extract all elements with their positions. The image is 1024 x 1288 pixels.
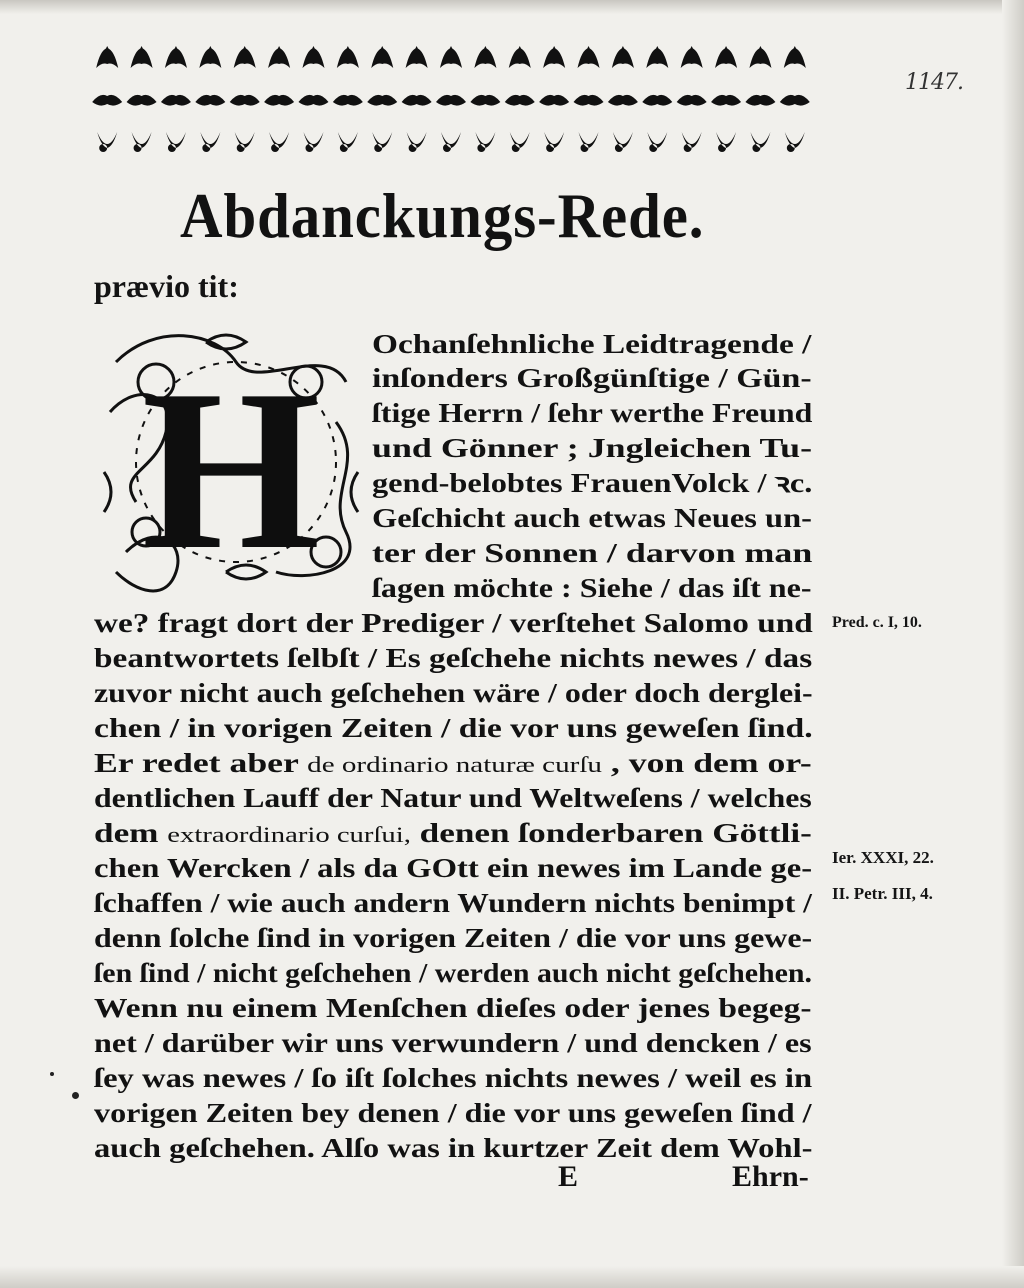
fleuron-top bbox=[268, 46, 290, 68]
fleuron-bottom bbox=[166, 132, 186, 152]
margin-note-jer: Ier. XXXI, 22. bbox=[832, 848, 934, 867]
fleuron-bottom bbox=[303, 132, 323, 152]
text-line: Wenn nu einem Menſchen dieſes oder jenes begeg- bbox=[94, 993, 812, 1023]
fleuron-top bbox=[406, 46, 428, 68]
text-line: ſagen möchte : Siehe / das iſt ne- bbox=[372, 573, 812, 603]
ornate-initial-letter bbox=[96, 322, 366, 594]
fleuron-middle bbox=[745, 95, 775, 106]
text-line: auch geſchehen. Alſo was in kurtzer Zeit dem Wohl- bbox=[94, 1133, 813, 1163]
fleuron-bottom bbox=[785, 132, 805, 152]
fleuron-bottom bbox=[682, 132, 702, 152]
text-line: ſey was newes / ſo iſt ſolches nichts newes / weil es in bbox=[94, 1063, 813, 1093]
text-line: we? fragt dort der Prediger / verſtehet Salomo und bbox=[94, 608, 813, 638]
fleuron-middle bbox=[711, 95, 741, 106]
catchword: Ehrn- bbox=[732, 1160, 809, 1193]
page-number-handwritten: 1147. bbox=[905, 70, 963, 95]
fleuron-middle bbox=[333, 95, 363, 106]
fleuron-top bbox=[131, 46, 153, 68]
fleuron-bottom bbox=[544, 132, 564, 152]
fleuron-middle bbox=[470, 95, 500, 106]
margin-note-petr: II. Petr. III, 4. bbox=[832, 884, 933, 903]
fleuron-top bbox=[302, 46, 324, 68]
fleuron-middle bbox=[642, 95, 672, 106]
fleuron-middle bbox=[298, 95, 328, 106]
fleuron-bottom bbox=[510, 132, 530, 152]
fleuron-bottom bbox=[647, 132, 667, 152]
text-line: zuvor nicht auch geſchehen wäre / oder doch derglei- bbox=[94, 678, 813, 708]
fleuron-bottom bbox=[235, 132, 255, 152]
fleuron-middle bbox=[539, 95, 569, 106]
fleuron-middle bbox=[436, 95, 466, 106]
text-line: und Gönner ; Jngleichen Tu- bbox=[372, 433, 813, 463]
fleuron-top bbox=[646, 46, 668, 68]
signature-mark: E bbox=[558, 1160, 579, 1193]
text-line: ſtige Herrn / ſehr werthe Freund bbox=[372, 398, 813, 428]
fleuron-bottom bbox=[475, 132, 495, 152]
text-line: ſchaffen / wie auch andern Wundern nichts benimpt / bbox=[94, 888, 812, 918]
salutation-prefix: prævio tit: bbox=[94, 268, 239, 304]
ink-speck bbox=[50, 1072, 54, 1076]
margin-note-pred: Pred. c. I, 10. bbox=[832, 614, 922, 631]
page-edge-shadow-top bbox=[0, 0, 1024, 14]
fleuron-bottom bbox=[200, 132, 220, 152]
fleuron-bottom bbox=[372, 132, 392, 152]
fleuron-middle bbox=[780, 95, 810, 106]
fleuron-top bbox=[784, 46, 806, 68]
fleuron-top bbox=[681, 46, 703, 68]
fleuron-bottom bbox=[407, 132, 427, 152]
fleuron-bottom bbox=[338, 132, 358, 152]
fleuron-bottom bbox=[716, 132, 736, 152]
fleuron-top bbox=[96, 46, 118, 68]
fleuron-top bbox=[509, 46, 531, 68]
fleuron-bottom bbox=[613, 132, 633, 152]
text-line: chen Wercken / als da GOtt ein newes im Lande ge- bbox=[94, 853, 813, 883]
fleuron-middle bbox=[402, 95, 432, 106]
fleuron-middle bbox=[505, 95, 535, 106]
fleuron-bottom bbox=[750, 132, 770, 152]
text-line: ter der Sonnen / darvon man bbox=[372, 538, 813, 568]
text-line: denn ſolche ſind in vorigen Zeiten / die vor uns gewe- bbox=[94, 923, 813, 953]
fleuron-top bbox=[371, 46, 393, 68]
fleuron-top bbox=[199, 46, 221, 68]
text-line: ſen ſind / nicht geſchehen / werden auch nicht geſchehen. bbox=[94, 958, 813, 988]
page-edge-shadow-bottom bbox=[0, 1266, 1024, 1288]
latin-phrase: de ordinario naturæ curſu bbox=[307, 752, 602, 777]
fleuron-middle bbox=[195, 95, 225, 106]
fleuron-top bbox=[578, 46, 600, 68]
page-title: Abdanckungs-Rede. bbox=[180, 180, 705, 251]
text-line: Geſchicht auch etwas Neues un- bbox=[372, 503, 812, 533]
text-line: dem extraordinario curſui, denen ſonderbaren Göttli- bbox=[94, 818, 812, 848]
text-line: Er redet aber de ordinario naturæ curſu , von dem or- bbox=[94, 748, 812, 778]
fleuron-top bbox=[543, 46, 565, 68]
fleuron-top bbox=[165, 46, 187, 68]
fleuron-top bbox=[749, 46, 771, 68]
initial-letter-glyph: H bbox=[141, 342, 321, 594]
text-line: vorigen Zeiten bey denen / die vor uns geweſen ſind / bbox=[94, 1098, 812, 1128]
text-line: inſonders Großgünſtige / Gün- bbox=[372, 363, 812, 393]
text-line: chen / in vorigen Zeiten / die vor uns geweſen ſind. bbox=[94, 713, 813, 743]
text-line: net / darüber wir uns verwundern / und dencken / es bbox=[94, 1028, 812, 1058]
fleuron-middle bbox=[574, 95, 604, 106]
fleuron-bottom bbox=[97, 132, 117, 152]
fleuron-top bbox=[234, 46, 256, 68]
fleuron-top bbox=[715, 46, 737, 68]
fleuron-bottom bbox=[441, 132, 461, 152]
fleuron-top bbox=[612, 46, 634, 68]
ink-speck bbox=[72, 1092, 79, 1099]
page-edge-shadow-right bbox=[1002, 0, 1024, 1288]
fleuron-top bbox=[474, 46, 496, 68]
text-line: beantwortets ſelbſt / Es geſchehe nichts newes / das bbox=[94, 643, 813, 673]
fleuron-top bbox=[440, 46, 462, 68]
header-ornament-band bbox=[90, 40, 812, 162]
fleuron-bottom bbox=[269, 132, 289, 152]
fleuron-top bbox=[337, 46, 359, 68]
fleuron-middle bbox=[161, 95, 191, 106]
text-line: gend-belobtes FrauenVolck / ꝛc. bbox=[372, 468, 813, 498]
fleuron-middle bbox=[230, 95, 260, 106]
text-line: Ochanſehnliche Leidtragende / bbox=[372, 329, 812, 359]
fleuron-middle bbox=[367, 95, 397, 106]
fleuron-middle bbox=[264, 95, 294, 106]
latin-phrase: extraordinario curſui, bbox=[167, 822, 411, 847]
text-line: dentlichen Lauff der Natur und Weltweſens / welches bbox=[94, 783, 812, 813]
fleuron-middle bbox=[608, 95, 638, 106]
fleuron-middle bbox=[677, 95, 707, 106]
fleuron-middle bbox=[127, 95, 157, 106]
fleuron-bottom bbox=[579, 132, 599, 152]
fleuron-middle bbox=[92, 95, 122, 106]
fleuron-bottom bbox=[132, 132, 152, 152]
